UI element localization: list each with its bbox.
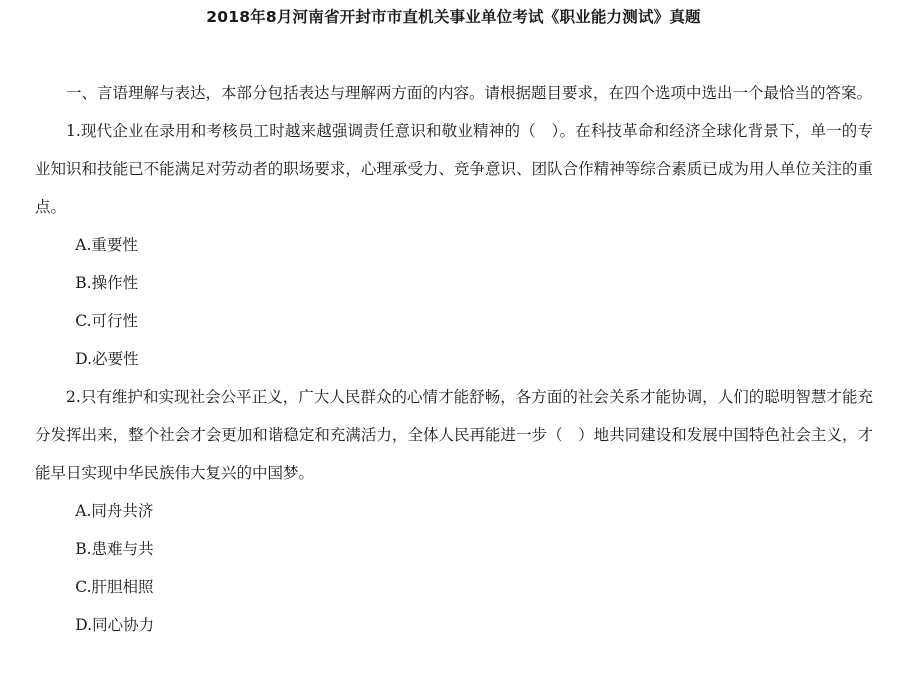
document-body <box>35 74 873 644</box>
question-2-option-b: B.患难与共 <box>75 540 154 558</box>
question-2-stem: 2.只有维护和实现社会公平正义，广大人民群众的心情才能舒畅，各方面的社会关系才能协调，人们的聪明智慧才能充分发挥出来，整个社会才会更加和谐稳定和充满活力，全体人民再能进一步（ ）地共同建设和发展中国特色社会主义，才能早日实现中华民族伟大复兴的中国梦。 <box>35 388 873 482</box>
question-2-option-c: C.肝胆相照 <box>75 578 154 596</box>
question-2-option-a: A.同舟共济 <box>75 502 154 520</box>
question-1-option-d: D.必要性 <box>75 350 139 368</box>
question-1-option-c: C.可行性 <box>75 312 139 330</box>
question-1-option-a: A.重要性 <box>75 236 138 254</box>
question-1-stem: 1.现代企业在录用和考核员工时越来越强调责任意识和敬业精神的（ ）。在科技革命和经济全球化背景下，单一的专业知识和技能已不能满足对劳动者的职场要求，心理承受力、竞争意识、团队合作精神等综合素质已成为用人单位关注的重点。 <box>35 122 873 216</box>
question-2-option-d: D.同心协力 <box>75 616 155 634</box>
question-1-option-b: B.操作性 <box>75 274 139 292</box>
section-intro: 一、言语理解与表达，本部分包括表达与理解两方面的内容。请根据题目要求，在四个选项中选出一个最恰当的答案。 <box>66 84 873 102</box>
page-title: 2018年8月河南省开封市市直机关事业单位考试《职业能力测试》真题 <box>206 8 701 26</box>
